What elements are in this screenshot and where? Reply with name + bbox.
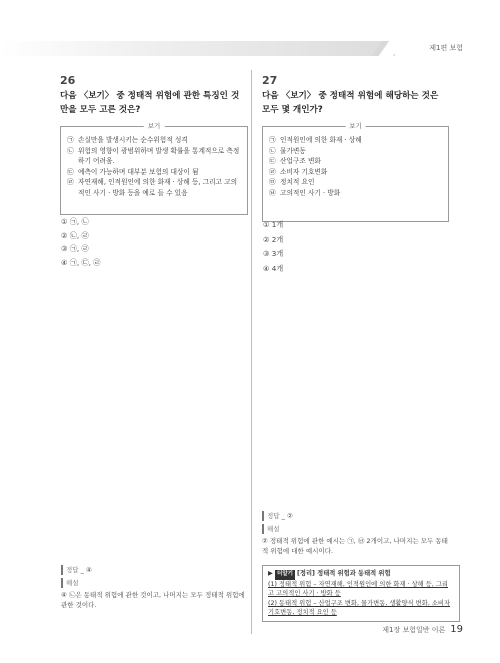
page-footer [382,624,463,635]
q26-option-3[interactable]: ③ ㉠, ㉣ [61,244,89,253]
q26-answer-tag: 정답 [61,565,79,575]
q27-answer: ② [286,512,293,520]
q27-bogi-box [262,122,449,222]
q27-bogi-item: ㉣ 소비자 기호변화 [269,167,328,176]
q26-explanation: ④ ㉡은 동태적 위험에 관한 것이고, 나머지는 모두 정태적 위험에 관한 것이다. [61,591,245,609]
q26-bogi-item: ㉡ 위험의 영향이 광범위하며 발생 확률을 통계적으로 측정하기 어려움. [67,146,240,166]
q27-options [263,218,283,276]
q27-number: 27 [262,74,278,87]
q26-option-4[interactable]: ④ ㉠, ㉢, ㉣ [61,257,101,267]
q26-question: 다음 〈보기〉 중 정태적 위험에 관한 특징인 것만을 모두 고른 것은? [60,91,240,115]
column-divider [251,70,252,634]
q26-answer-block: 정답 _ ④ 해설 ④ ㉡은 동태적 위험에 관한 것이고, 나머지는 모두 정태적 위험에 관한 것이다. [61,566,245,609]
q26-number: 26 [60,74,76,87]
note-line-static: (1) 정태적 위험 – 자연재해, 인적원인에 의한 화재 · 상해 등, 그리고 고의적인 사기 · 방화 등 [268,580,448,597]
footer-chapter: 제1장 보험일반 이론 [382,626,446,634]
q26-bogi-title: 보기 [144,121,165,130]
q27-bogi-item: ㉡ 물가변동 [269,146,306,155]
q26-bogi-box [60,122,248,215]
q27-explain-tag: 해설 [262,524,280,534]
q27-question: 다음 〈보기〉 중 정태적 위험에 해당하는 것은 모두 몇 개인가? [262,91,439,115]
q26-bogi-item: ㉣ 자연재해, 인적원인에 의한 화재 · 상해 등, 그리고 고의적인 사기 · 방화 등을 예로 들 수 있음 [67,178,238,197]
q26-option-2[interactable]: ② ㉡, ㉣ [61,230,89,240]
q27-bogi-item: ㉢ 산업구조 변화 [269,157,321,166]
q27-explanation: ② 정태적 위험에 관한 예시는 ㉠, ㉥ 2개이고, 나머지는 모두 동태적 위험에 대한 예시이다. [262,537,448,555]
q26-explain-tag: 해설 [61,578,79,588]
q27-bogi-title: 보기 [345,121,366,130]
q27-option-2[interactable]: ② 2개 [263,234,284,244]
q26-answer: ④ [85,566,92,574]
q27-option-1[interactable]: ① 1개 [263,220,284,229]
q27-answer-block: 정답 _ ② 해설 ② 정태적 위험에 관한 예시는 ㉠, ㉥ 2개이고, 나머지는 모두 동태적 위험에 대한 예시이다. [262,511,452,556]
header-label: 제1편 보험 [429,44,463,52]
q27-option-3[interactable]: ③ 3개 [263,249,284,258]
note-title: [정리] 정태적 위험과 동태적 위험 [297,570,391,577]
q27-bogi-item: ㉥ 고의적인 사기 · 방화 [269,188,341,197]
note-line-dynamic: (2) 동태적 위험 – 산업구조 변화, 물가변동, 생활양식 변화, 소비자 기호변동, 정치적 요인 등 [268,599,451,616]
q26-bogi-item: ㉢ 예측이 가능하며 대부분 보험의 대상이 됨 [67,167,199,176]
arrow-icon: ▶ [268,570,273,577]
q27-summary-note [262,565,460,622]
note-badge: 더알기 [275,570,295,580]
q26-bogi-item: ㉠ 손실만을 발생시키는 순수위험적 성격 [67,136,188,144]
q27-option-4[interactable]: ④ 4개 [263,263,284,273]
q26-option-1[interactable]: ① ㉠, ㉡ [61,217,89,226]
header-bar [0,41,395,56]
q27-bogi-item: ㉤ 정치적 요인 [269,178,315,187]
q27-answer-tag: 정답 [262,511,280,521]
q26-options [61,215,100,269]
q27-bogi-item: ㉠ 인적원인에 의한 화재 · 상해 [269,136,362,144]
page-number: 19 [450,624,463,635]
